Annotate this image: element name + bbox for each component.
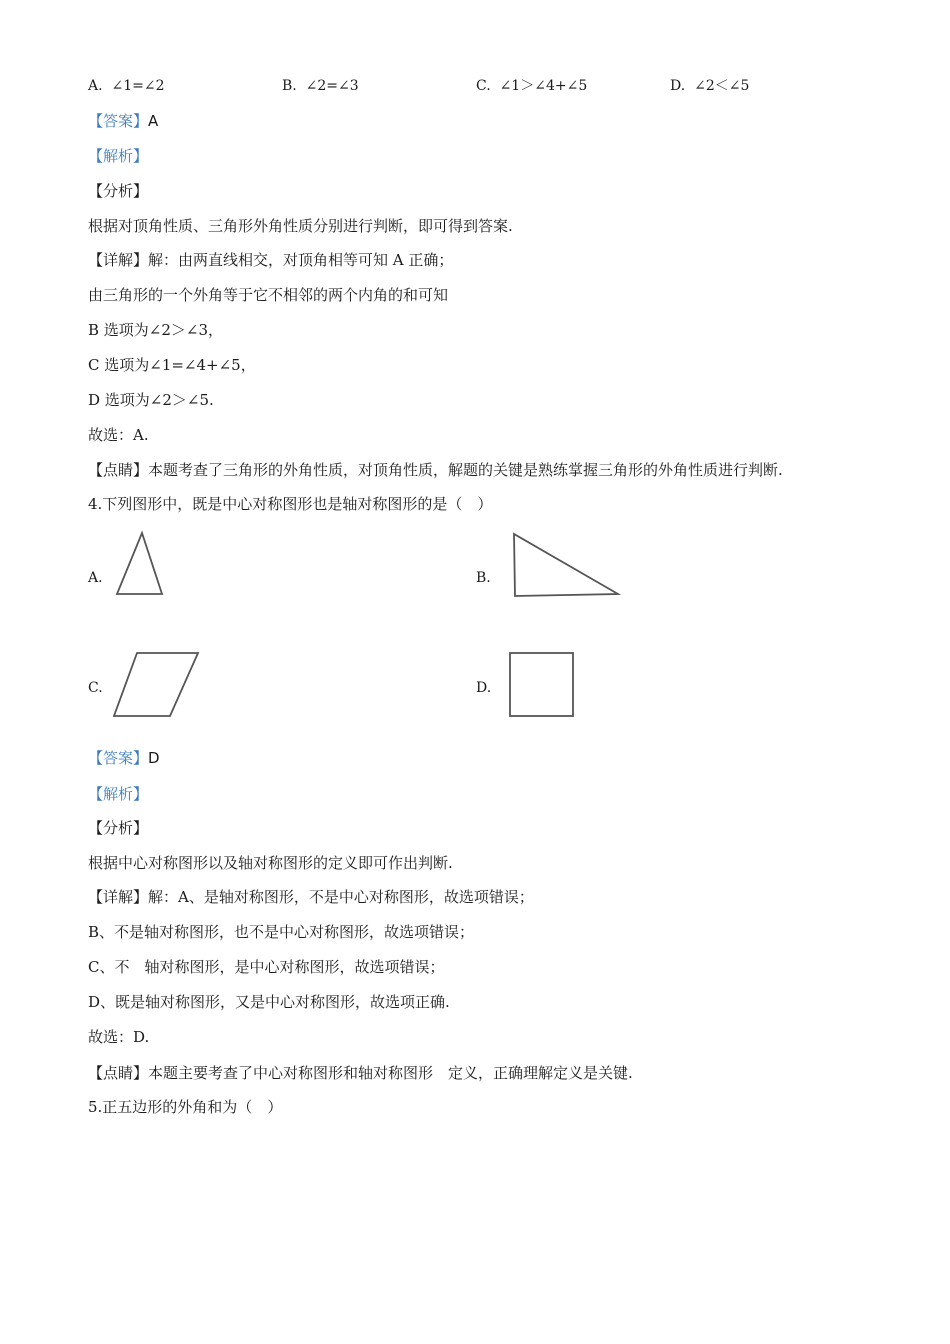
q3-comment-tag: 【点睛】	[88, 461, 149, 479]
q3-fenxi-text: 根据对顶角性质、三角形外角性质分别进行判断，即可得到答案.	[88, 217, 513, 235]
q3-line2: 由三角形的一个外角等于它不相邻的两个内角的和可知	[88, 286, 449, 304]
q4-option-b-letter: B.	[476, 570, 491, 586]
q4-line-d: D、既是轴对称图形，又是中心对称图形，故选项正确.	[88, 993, 450, 1011]
q3-detail-text: 解：由两直线相交，对顶角相等可知 A 正确；	[148, 251, 454, 269]
q4-fenxi-text: 根据中心对称图形以及轴对称图形的定义即可作出判断.	[88, 854, 453, 872]
right-triangle-icon	[510, 530, 622, 600]
q4-choose: 故选：D.	[88, 1028, 150, 1046]
q3-option-b	[282, 76, 359, 96]
q4-question: 4.下列图形中，既是中心对称图形也是轴对称图形的是（ ）	[88, 495, 493, 513]
q3-option-d	[670, 76, 749, 96]
q4-analysis-tag: 【解析】	[88, 785, 149, 803]
q3-option-b-letter: B.	[282, 78, 297, 94]
q4-answer	[88, 748, 160, 768]
q3-option-a	[88, 76, 164, 96]
square-icon	[506, 649, 578, 721]
q4-detail-text: 解：A、是轴对称图形，不是中心对称图形，故选项错误；	[148, 888, 534, 906]
isosceles-triangle-icon	[114, 530, 166, 598]
q3-option-a-letter: A.	[88, 78, 103, 94]
q3-option-d-letter: D.	[670, 78, 686, 94]
q4-answer-tag: 【答案】	[88, 749, 149, 767]
q3-option-c-letter: C.	[476, 78, 491, 94]
q4-fenxi-tag: 【分析】	[88, 819, 149, 837]
q3-answer-value: A	[148, 112, 159, 130]
q3-comment	[88, 460, 783, 480]
q3-line4: C 选项为∠1=∠4+∠5，	[88, 356, 256, 374]
q3-line3: B 选项为∠2＞∠3，	[88, 321, 224, 339]
q3-detail	[88, 250, 453, 270]
q4-line-b: B、不是轴对称图形，也不是中心对称图形，故选项错误；	[88, 923, 475, 941]
q4-comment	[88, 1063, 633, 1083]
q4-detail-tag: 【详解】	[88, 888, 149, 906]
q3-option-b-text: ∠2=∠3	[305, 78, 359, 94]
q4-answer-value: D	[148, 749, 160, 767]
q4-line-c: C、不 轴对称图形，是中心对称图形，故选项错误；	[88, 958, 445, 976]
q5-question: 5.正五边形的外角和为（ ）	[88, 1098, 283, 1116]
q4-detail	[88, 887, 534, 907]
q3-option-d-text: ∠2＜∠5	[694, 78, 750, 94]
q4-comment-tag: 【点睛】	[88, 1064, 149, 1082]
q3-line5: D 选项为∠2＞∠5.	[88, 391, 214, 409]
q3-option-a-text: ∠1=∠2	[111, 78, 165, 94]
q3-analysis-tag: 【解析】	[88, 147, 149, 165]
q3-answer	[88, 111, 158, 131]
q3-choose: 故选：A.	[88, 426, 149, 444]
q3-answer-tag: 【答案】	[88, 112, 149, 130]
q4-option-d-letter: D.	[476, 680, 492, 696]
q4-option-a-letter: A.	[88, 570, 103, 586]
q3-comment-text: 本题考查了三角形的外角性质，对顶角性质，解题的关键是熟练掌握三角形的外角性质进行判断.	[148, 461, 783, 479]
q3-detail-tag: 【详解】	[88, 251, 149, 269]
q3-fenxi-tag: 【分析】	[88, 182, 149, 200]
q3-option-c-text: ∠1＞∠4+∠5	[499, 78, 588, 94]
q3-option-c	[476, 76, 587, 96]
q4-comment-text: 本题主要考查了中心对称图形和轴对称图形 定义，正确理解定义是关键.	[148, 1064, 633, 1082]
parallelogram-icon	[110, 650, 202, 720]
q4-option-c-letter: C.	[88, 680, 103, 696]
